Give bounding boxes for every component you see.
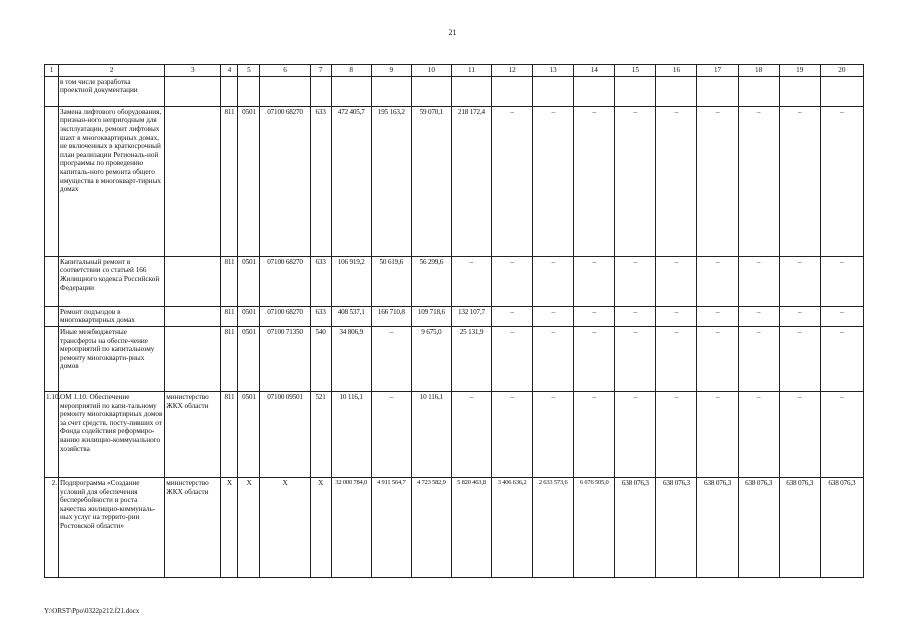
header-cell: 7 (310, 65, 331, 77)
amount-cell: – (656, 106, 697, 256)
amount-cell: – (738, 306, 779, 326)
amount-cell (411, 76, 451, 106)
row-executor (165, 76, 221, 106)
row-executor (165, 326, 221, 391)
amount-cell: – (697, 106, 738, 256)
amount-cell: – (656, 256, 697, 306)
amount-cell (331, 76, 371, 106)
code-vr: 633 (310, 256, 331, 306)
amount-cell: – (533, 256, 574, 306)
row-executor (165, 106, 221, 256)
amount-cell: – (574, 256, 615, 306)
row-index (45, 106, 59, 256)
amount-cell: – (492, 306, 533, 326)
amount-cell (533, 76, 574, 106)
header-cell: 2 (59, 65, 165, 77)
amount-cell: 638 076,3 (697, 477, 738, 577)
amount-cell: 166 710,8 (371, 306, 411, 326)
code-vr: 633 (310, 306, 331, 326)
amount-cell: 408 537,1 (331, 306, 371, 326)
amount-cell: – (492, 106, 533, 256)
amount-cell: – (492, 256, 533, 306)
amount-cell: 132 107,7 (451, 306, 491, 326)
header-cell: 4 (221, 65, 238, 77)
row-index (45, 256, 59, 306)
amount-cell: 56 299,6 (411, 256, 451, 306)
amount-cell: – (779, 306, 820, 326)
code-csr: 07100 68270 (260, 256, 310, 306)
code-csr: 07100 09501 (260, 391, 310, 477)
header-cell: 5 (238, 65, 260, 77)
code-gp (221, 76, 238, 106)
amount-cell (451, 76, 491, 106)
amount-cell (574, 76, 615, 106)
table-row (45, 256, 864, 306)
amount-cell: – (574, 391, 615, 477)
row-index (45, 306, 59, 326)
amount-cell: 638 076,3 (738, 477, 779, 577)
amount-cell: 2 633 573,6 (533, 477, 574, 577)
amount-cell: 4 723 582,9 (411, 477, 451, 577)
header-cell: 17 (697, 65, 738, 77)
amount-cell: – (615, 391, 656, 477)
amount-cell: – (697, 391, 738, 477)
row-name: Иные межбюджетные трансферты на обеспе-чение мероприятий по капитальному ремонту многокварти-рных домов (59, 326, 165, 391)
code-gp: Х (221, 477, 238, 577)
amount-cell: 9 675,0 (411, 326, 451, 391)
header-cell: 16 (656, 65, 697, 77)
row-index (45, 326, 59, 391)
amount-cell: – (738, 106, 779, 256)
amount-cell: 59 070,1 (411, 106, 451, 256)
amount-cell: – (574, 306, 615, 326)
amount-cell: – (451, 256, 491, 306)
amount-cell: – (656, 326, 697, 391)
amount-cell: – (779, 256, 820, 306)
amount-cell: – (533, 106, 574, 256)
header-cell: 20 (820, 65, 863, 77)
amount-cell: – (615, 326, 656, 391)
table-row (45, 477, 864, 577)
amount-cell: 34 806,9 (331, 326, 371, 391)
table-row (45, 306, 864, 326)
amount-cell: 50 619,6 (371, 256, 411, 306)
amount-cell: – (820, 391, 863, 477)
amount-cell: 10 116,1 (411, 391, 451, 477)
row-name: ОМ 1.10. Обеспечение мероприятий по капи-тальному ремонту многоквартирных домов за счет средств, посту-пивших от Фонда содействия реформиро-ванию жилищно-коммунального хозяйства (59, 391, 165, 477)
code-rz (238, 76, 260, 106)
amount-cell: – (656, 391, 697, 477)
amount-cell: 5 820 463,8 (451, 477, 491, 577)
amount-cell (779, 76, 820, 106)
amount-cell: – (738, 256, 779, 306)
budget-table (44, 64, 864, 578)
amount-cell: 638 076,3 (779, 477, 820, 577)
amount-cell: 3 406 636,2 (492, 477, 533, 577)
row-name: Капитальный ремонт в соответствии со статьей 166 Жилищного кодекса Российской Федерации (59, 256, 165, 306)
amount-cell (820, 76, 863, 106)
amount-cell: – (820, 306, 863, 326)
code-rz: 0501 (238, 106, 260, 256)
header-cell: 15 (615, 65, 656, 77)
amount-cell (738, 76, 779, 106)
amount-cell: 638 076,3 (656, 477, 697, 577)
amount-cell: 25 131,9 (451, 326, 491, 391)
code-csr: 07100 68270 (260, 306, 310, 326)
row-index: 2. (45, 477, 59, 577)
row-index: 1.10. (45, 391, 59, 477)
table-row (45, 76, 864, 106)
amount-cell: – (738, 391, 779, 477)
row-name: в том числе разработка проектной документации (59, 76, 165, 106)
row-name: Ремонт подъездов в многоквартирных домах (59, 306, 165, 326)
table-row (45, 391, 864, 477)
header-cell: 3 (165, 65, 221, 77)
code-rz: 0501 (238, 306, 260, 326)
code-rz: 0501 (238, 256, 260, 306)
amount-cell: – (533, 306, 574, 326)
amount-cell: – (615, 306, 656, 326)
amount-cell: 218 172,4 (451, 106, 491, 256)
amount-cell: 638 076,3 (615, 477, 656, 577)
footer-file-path: Y:\ORST\Ppo\0322p212.f21.docx (44, 607, 140, 615)
code-rz: Х (238, 477, 260, 577)
code-vr: Х (310, 477, 331, 577)
header-cell: 1 (45, 65, 59, 77)
code-vr: 540 (310, 326, 331, 391)
amount-cell: – (615, 256, 656, 306)
code-vr (310, 76, 331, 106)
header-cell: 8 (331, 65, 371, 77)
amount-cell: – (779, 106, 820, 256)
page-number: 21 (448, 28, 457, 37)
amount-cell: – (492, 326, 533, 391)
table-body (45, 65, 864, 578)
amount-cell: – (656, 306, 697, 326)
code-gp: 811 (221, 306, 238, 326)
code-csr: Х (260, 477, 310, 577)
amount-cell (656, 76, 697, 106)
amount-cell: 10 116,1 (331, 391, 371, 477)
header-cell: 9 (371, 65, 411, 77)
header-cell: 6 (260, 65, 310, 77)
amount-cell: – (451, 391, 491, 477)
amount-cell: – (533, 391, 574, 477)
amount-cell: – (574, 106, 615, 256)
amount-cell: – (820, 326, 863, 391)
header-cell: 19 (779, 65, 820, 77)
header-cell: 13 (533, 65, 574, 77)
row-executor (165, 256, 221, 306)
code-csr: 07100 68270 (260, 106, 310, 256)
amount-cell: – (820, 256, 863, 306)
amount-cell: 638 076,3 (820, 477, 863, 577)
row-name: Подпрограмма «Создание условий для обеспечения бесперебойности и роста качества жилищно-коммуналь-ных услуг на террито-рии Ростовской области» (59, 477, 165, 577)
amount-cell: 32 000 784,0 (331, 477, 371, 577)
row-executor (165, 306, 221, 326)
amount-cell (697, 76, 738, 106)
amount-cell: – (697, 306, 738, 326)
code-vr: 633 (310, 106, 331, 256)
code-gp: 811 (221, 391, 238, 477)
header-cell: 10 (411, 65, 451, 77)
header-cell: 14 (574, 65, 615, 77)
code-gp: 811 (221, 106, 238, 256)
code-csr (260, 76, 310, 106)
amount-cell: – (820, 106, 863, 256)
amount-cell: 109 718,6 (411, 306, 451, 326)
amount-cell: – (697, 256, 738, 306)
amount-cell (492, 76, 533, 106)
header-cell: 11 (451, 65, 491, 77)
amount-cell: 4 911 564,7 (371, 477, 411, 577)
amount-cell: – (779, 326, 820, 391)
amount-cell: – (697, 326, 738, 391)
amount-cell: – (574, 326, 615, 391)
amount-cell: – (371, 326, 411, 391)
amount-cell: 106 919,2 (331, 256, 371, 306)
code-gp: 811 (221, 326, 238, 391)
amount-cell: 195 163,2 (371, 106, 411, 256)
row-index (45, 76, 59, 106)
table-row (45, 106, 864, 256)
amount-cell: – (738, 326, 779, 391)
code-csr: 07100 71350 (260, 326, 310, 391)
code-rz: 0501 (238, 391, 260, 477)
header-cell: 18 (738, 65, 779, 77)
amount-cell: – (779, 391, 820, 477)
amount-cell (615, 76, 656, 106)
header-cell: 12 (492, 65, 533, 77)
amount-cell: – (492, 391, 533, 477)
amount-cell: – (371, 391, 411, 477)
amount-cell: 472 405,7 (331, 106, 371, 256)
table-header-row (45, 65, 864, 77)
code-vr: 521 (310, 391, 331, 477)
code-gp: 811 (221, 256, 238, 306)
amount-cell: 6 676 505,0 (574, 477, 615, 577)
row-name: Замена лифтового оборудования, признан-ного непригодным для эксплуатации, ремонт лифтовых шахт в многоквартирных домах, не включенных в краткосрочный план реализации Региональ-ной программы по проведению капиталь-ного ремонта общего имущества в многокварт-тирных домах (59, 106, 165, 256)
amount-cell (371, 76, 411, 106)
row-executor: министерство ЖКХ области (165, 477, 221, 577)
code-rz: 0501 (238, 326, 260, 391)
amount-cell: – (615, 106, 656, 256)
table-row (45, 326, 864, 391)
row-executor: министерство ЖКХ области (165, 391, 221, 477)
amount-cell: – (533, 326, 574, 391)
